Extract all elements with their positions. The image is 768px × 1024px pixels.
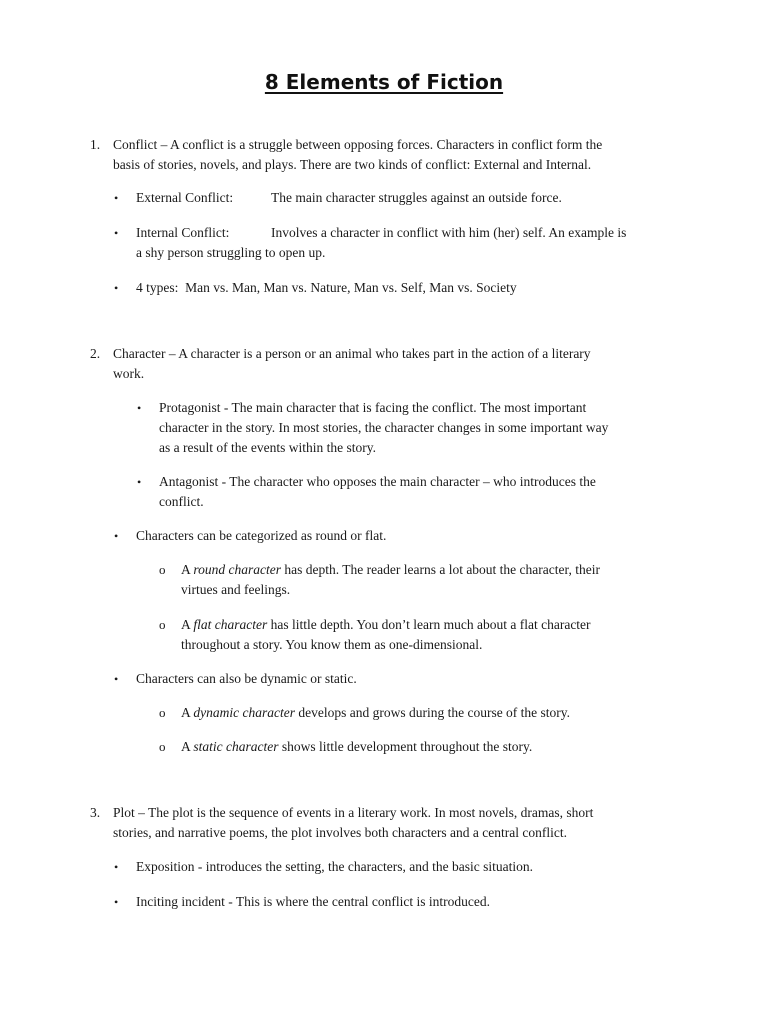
sub-bullet-text: A dynamic character develops and grows during the course of the story. [181, 705, 571, 720]
bullet-text: Exposition - introduces the setting, the characters, and the basic situation. [136, 859, 534, 874]
list-item-text [113, 344, 591, 384]
list-number: 2. [90, 346, 101, 361]
list-number: 1. [90, 137, 101, 152]
bullet-icon: • [114, 672, 119, 686]
bullet-text: Characters can be categorized as round or flat. [136, 528, 387, 543]
page-title: 8 Elements of Fiction [264, 70, 504, 94]
bullet-icon: • [114, 281, 119, 295]
sub-bullet-text: A flat character has little depth. You don’t learn much about a flat character throughout a story. You know them as one-dimensional. [181, 617, 591, 652]
bullet-icon: • [114, 191, 119, 205]
sub-bullet-icon: o [159, 562, 166, 577]
sub-bullet-icon: o [159, 617, 166, 632]
text-line: stories, and narrative poems, the plot involves both characters and a central conflict. [113, 825, 567, 840]
bullet-text: Internal Conflict: Involves a character in conflict with him (her) self. An example is a shy person struggling to open up. [136, 225, 627, 260]
list-item-text [113, 135, 602, 175]
list-number: 3. [90, 805, 101, 820]
sub-bullet-text: A static character shows little development throughout the story. [181, 739, 533, 754]
bullet-text: Characters can also be dynamic or static. [136, 671, 357, 686]
bullet-icon: • [137, 401, 142, 415]
bullet-text: Inciting incident - This is where the central conflict is introduced. [136, 894, 491, 909]
sub-bullet-icon: o [159, 705, 166, 720]
bullet-text: External Conflict: The main character struggles against an outside force. [136, 190, 562, 205]
bullet-icon: • [114, 895, 119, 909]
bullet-text: Antagonist - The character who opposes the main character – who introduces the conflict. [159, 474, 596, 509]
sub-bullet-icon: o [159, 739, 166, 754]
bullet-icon: • [114, 529, 119, 543]
text-line: work. [113, 366, 145, 381]
bullet-text: 4 types: Man vs. Man, Man vs. Nature, Man vs. Self, Man vs. Society [136, 280, 517, 295]
text-line: Conflict – A conflict is a struggle between opposing forces. Characters in conflict form the [113, 137, 603, 152]
bullet-icon: • [137, 475, 142, 489]
bullet-text: Protagonist - The main character that is facing the conflict. The most important character in the story. In most stories, the character changes in some important way as a result of the events within the story. [159, 400, 609, 455]
bullet-icon: • [114, 860, 119, 874]
sub-bullet-text: A round character has depth. The reader learns a lot about the character, their virtues and feelings. [181, 562, 600, 597]
text-line: basis of stories, novels, and plays. There are two kinds of conflict: External and Internal. [113, 157, 592, 172]
text-line: Plot – The plot is the sequence of events in a literary work. In most novels, dramas, short [113, 805, 594, 820]
text-line: Character – A character is a person or an animal who takes part in the action of a literary [113, 346, 591, 361]
list-item-text [113, 803, 593, 843]
bullet-icon: • [114, 226, 119, 240]
